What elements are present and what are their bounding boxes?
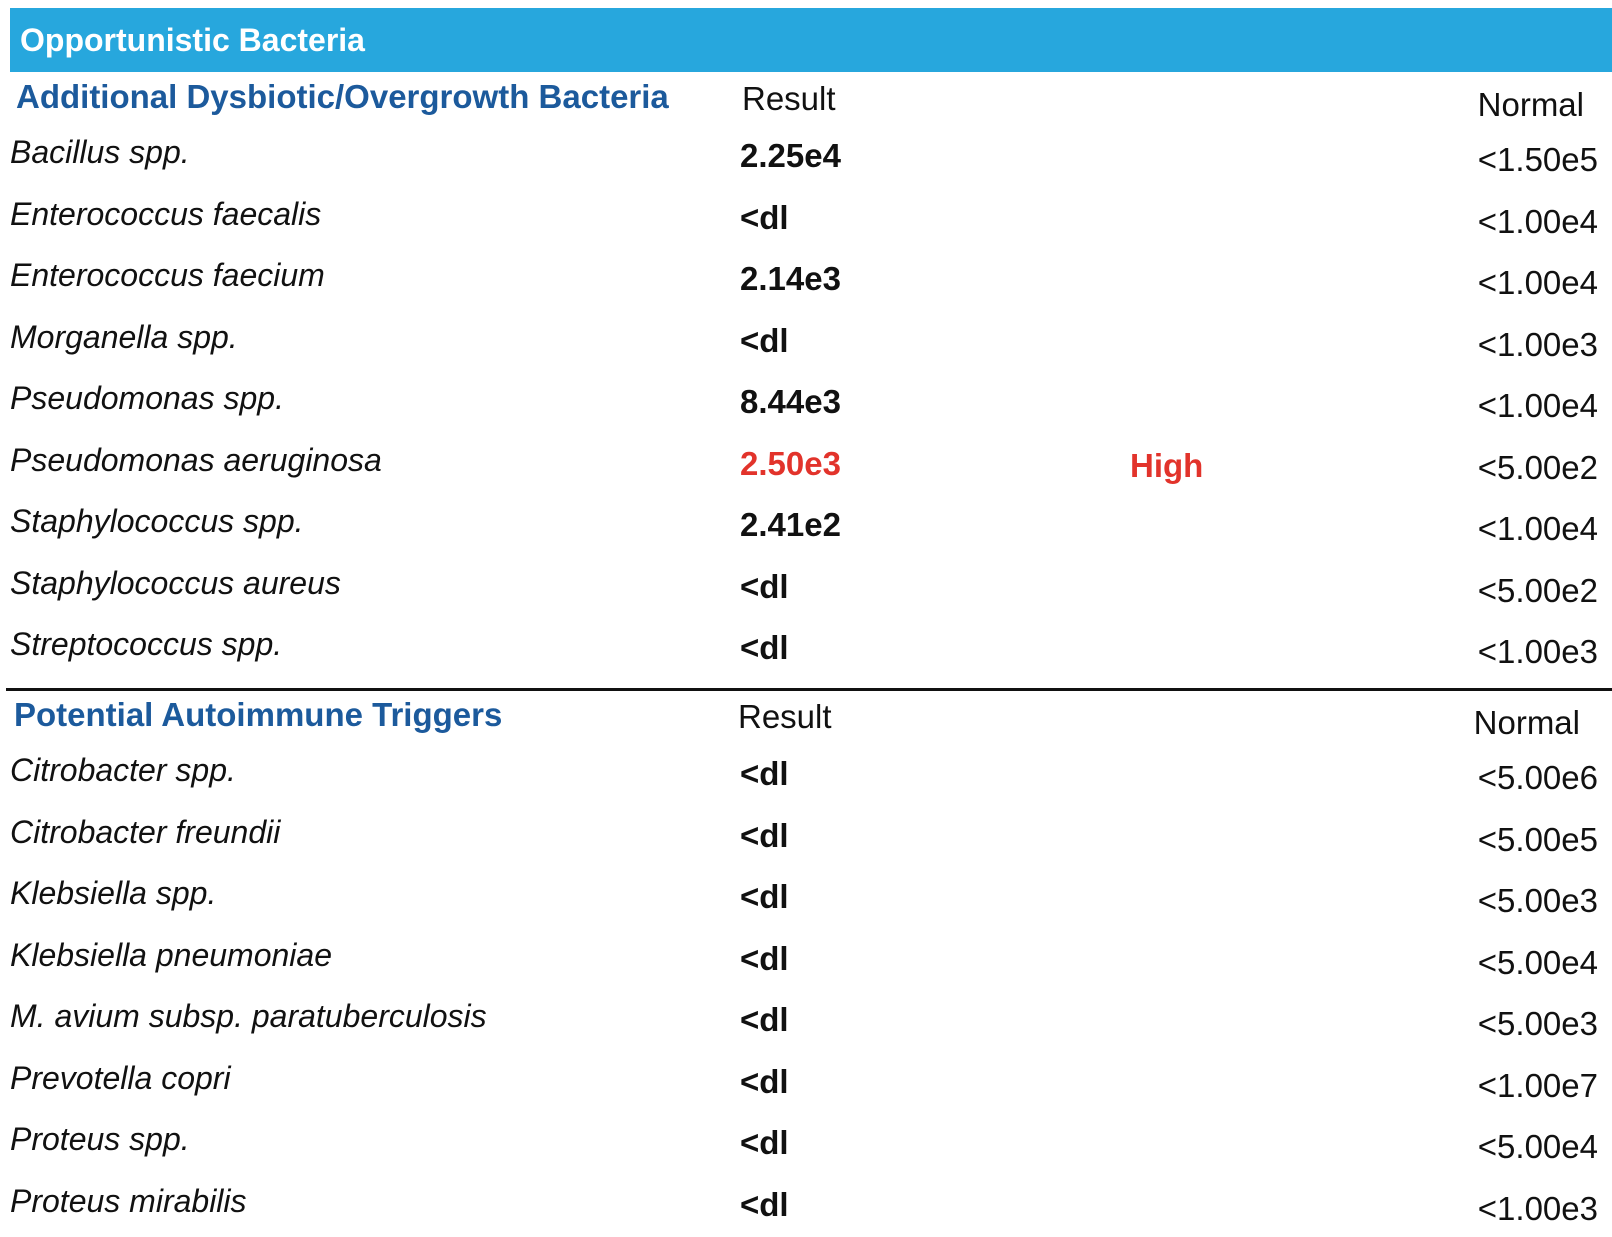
result-column-header: Result	[742, 80, 836, 117]
normal-range: <5.00e5	[1477, 820, 1598, 858]
normal-range: <5.00e3	[1477, 882, 1598, 919]
normal-range: <5.00e2	[1477, 448, 1598, 486]
result-value: 2.50e3	[740, 444, 841, 482]
result-value: <dl	[740, 939, 789, 977]
group-header	[0, 70, 1612, 124]
normal-range: <5.00e3	[1477, 1005, 1598, 1042]
result-value: <dl	[740, 629, 789, 666]
section-title: Opportunistic Bacteria	[20, 22, 365, 58]
result-value: <dl	[740, 321, 789, 359]
organism-name: Proteus mirabilis	[10, 1182, 247, 1219]
table-row	[0, 432, 1612, 494]
table-row	[0, 988, 1612, 1050]
table-row	[0, 804, 1612, 866]
organism-name: Pseudomonas spp.	[10, 380, 284, 416]
group-title: Additional Dysbiotic/Overgrowth Bacteria	[16, 78, 669, 115]
normal-range: <1.00e7	[1477, 1066, 1598, 1104]
table-row	[0, 1111, 1612, 1173]
normal-range: <1.00e4	[1477, 202, 1598, 240]
table-row	[0, 742, 1612, 804]
table-row	[0, 1050, 1612, 1112]
normal-range: <1.00e3	[1477, 633, 1598, 670]
organism-name: Prevotella copri	[10, 1059, 231, 1096]
organism-name: Staphylococcus spp.	[10, 503, 304, 539]
table-row	[0, 927, 1612, 989]
table-row	[0, 865, 1612, 927]
result-value: 2.14e3	[740, 260, 841, 297]
result-value: <dl	[740, 1124, 789, 1161]
normal-column-header: Normal	[1473, 704, 1580, 741]
normal-range: <1.00e3	[1477, 1189, 1598, 1227]
normal-range: <5.00e4	[1477, 1128, 1598, 1165]
organism-name: Streptococcus spp.	[10, 626, 283, 662]
table-row	[0, 370, 1612, 432]
result-flag: High	[1130, 446, 1204, 484]
normal-range: <5.00e4	[1477, 943, 1598, 981]
organism-name: Citrobacter spp.	[10, 752, 236, 788]
normal-range: <1.00e4	[1477, 510, 1598, 547]
normal-range: <1.00e4	[1477, 264, 1598, 301]
result-value: 8.44e3	[740, 383, 841, 420]
result-value: <dl	[740, 1062, 789, 1100]
group-title: Potential Autoimmune Triggers	[14, 696, 503, 733]
normal-range: <1.50e5	[1477, 141, 1598, 178]
result-value: <dl	[740, 567, 789, 605]
organism-name: Klebsiella pneumoniae	[10, 936, 332, 973]
table-row	[0, 309, 1612, 371]
organism-name: Citrobacter freundii	[10, 813, 281, 850]
result-rows	[0, 742, 1612, 1234]
result-value: <dl	[740, 1185, 789, 1223]
organism-name: Enterococcus faecium	[10, 257, 325, 293]
table-row	[0, 1173, 1612, 1235]
result-value: <dl	[740, 816, 789, 854]
result-value: <dl	[740, 198, 789, 236]
result-column-header: Result	[738, 698, 832, 735]
result-value: 2.25e4	[740, 137, 841, 174]
table-row	[0, 186, 1612, 248]
organism-name: Enterococcus faecalis	[10, 195, 322, 232]
table-row	[0, 493, 1612, 555]
table-row	[0, 555, 1612, 617]
result-value: <dl	[740, 878, 789, 915]
group-autoimmune-triggers	[0, 688, 1612, 1234]
normal-range: <1.00e4	[1477, 387, 1598, 424]
organism-name: Proteus spp.	[10, 1121, 190, 1157]
organism-name: M. avium subsp. paratuberculosis	[10, 998, 487, 1034]
normal-range: <5.00e2	[1477, 571, 1598, 609]
organism-name: Klebsiella spp.	[10, 875, 217, 911]
table-row	[0, 247, 1612, 309]
group-dysbiotic-overgrowth	[0, 70, 1612, 678]
normal-range: <1.00e3	[1477, 325, 1598, 363]
normal-range: <5.00e6	[1477, 759, 1598, 796]
section-banner	[10, 8, 1612, 72]
group-header	[0, 688, 1612, 742]
organism-name: Bacillus spp.	[10, 134, 190, 170]
organism-name: Morganella spp.	[10, 318, 238, 355]
result-value: <dl	[740, 755, 789, 792]
result-value: 2.41e2	[740, 506, 841, 543]
normal-column-header: Normal	[1477, 86, 1584, 123]
table-row	[0, 124, 1612, 186]
organism-name: Staphylococcus aureus	[10, 564, 341, 601]
result-rows	[0, 124, 1612, 678]
organism-name: Pseudomonas aeruginosa	[10, 441, 382, 478]
result-value: <dl	[740, 1001, 789, 1038]
table-row	[0, 616, 1612, 678]
